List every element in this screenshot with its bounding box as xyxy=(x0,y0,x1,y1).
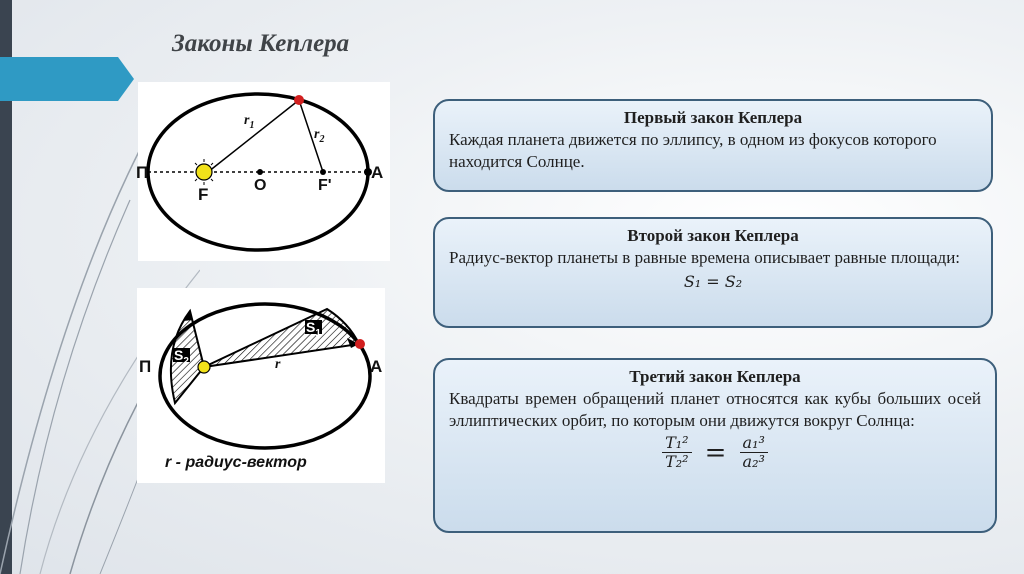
third-law-box xyxy=(433,358,997,533)
third-law-title: Третий закон Кеплера xyxy=(629,367,801,386)
first-law-title: Первый закон Кеплера xyxy=(623,108,803,127)
focus2-point xyxy=(320,169,326,175)
sun-icon xyxy=(198,361,210,373)
perihelion-label: П xyxy=(139,357,152,376)
third-law-formula xyxy=(449,434,981,471)
center-point xyxy=(257,169,263,175)
s2-label: $S_2$ xyxy=(174,347,189,367)
aphelion-label: A xyxy=(371,163,384,182)
aphelion-label: A xyxy=(370,357,383,376)
third-law-text: Квадраты времен обращений планет относятся как кубы больших осей эллиптических орбит, по которым они движутся вокруг Солнца: xyxy=(449,389,981,430)
s1-label: $S_1$ xyxy=(306,319,321,339)
planet-dot xyxy=(355,339,365,349)
r1-label: $r_1$ xyxy=(244,113,255,131)
slide-title: Законы Кеплера xyxy=(172,30,350,57)
formula-fraction-right: $\frac{\text{a₁³}}{\text{a₂³}}$ xyxy=(740,434,768,471)
ellipse-foci-diagram xyxy=(138,82,390,261)
perihelion-label: П xyxy=(136,163,149,182)
second-law-title: Второй закон Кеплера xyxy=(627,226,799,245)
second-law-formula: S₁ = S₂ xyxy=(683,272,743,291)
formula-equals: = xyxy=(704,437,727,468)
center-label: O xyxy=(254,177,267,194)
focus2-label: F' xyxy=(318,177,332,194)
area-s1 xyxy=(204,309,359,367)
radius-vector-label: r xyxy=(275,357,281,372)
first-law-box xyxy=(433,99,993,192)
second-law-text: Радиус-вектор планеты в равные времена описывает равные площади: xyxy=(449,248,961,267)
formula-fraction-left: $\frac{\text{T₁²}}{\text{T₂²}}$ xyxy=(662,434,692,471)
accent-arrow-shape xyxy=(0,57,134,101)
equal-areas-diagram xyxy=(137,288,385,483)
sun-icon xyxy=(191,159,217,185)
focus1-label: F xyxy=(198,185,209,204)
radius-vector-caption: r - радиус-вектор xyxy=(165,454,307,471)
r2-label: $r_2$ xyxy=(314,127,325,145)
planet-dot xyxy=(294,95,304,105)
radius-r1 xyxy=(208,100,299,172)
second-law-box xyxy=(433,217,993,328)
first-law-text: Каждая планета движется по эллипсу, в одном из фокусов которого находится Солнце. xyxy=(449,130,937,171)
